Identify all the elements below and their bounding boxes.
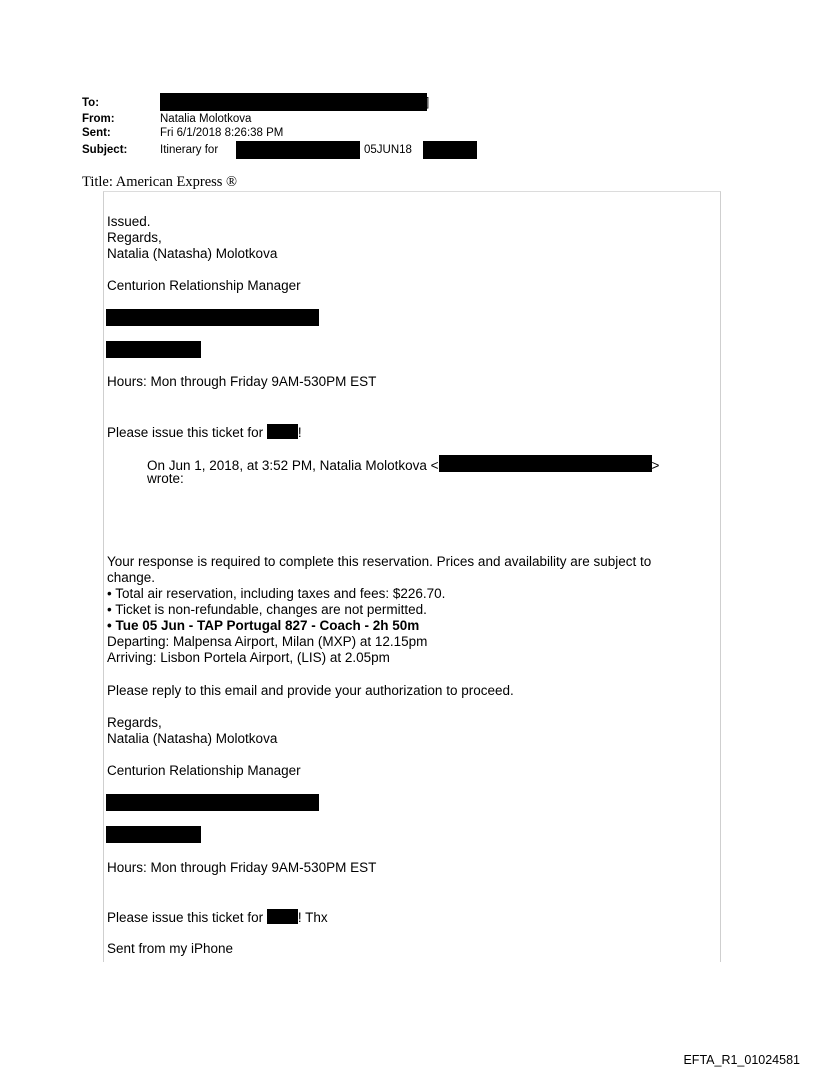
request2-text-before: Please issue this ticket for	[107, 910, 267, 925]
redaction-contact-2	[106, 341, 201, 358]
redaction-contact-4	[106, 826, 201, 843]
redaction-to-address	[160, 93, 430, 111]
document-id: EFTA_R1_01024581	[683, 1053, 800, 1067]
original-hours: Hours: Mon through Friday 9AM-530PM EST	[107, 860, 377, 875]
flight-arriving: Arriving: Lisbon Portela Airport, (LIS) at 2.05pm	[107, 650, 390, 665]
reply-hours: Hours: Mon through Friday 9AM-530PM EST	[107, 374, 377, 389]
title-line: Title: American Express ®	[82, 174, 238, 190]
sent-value: Fri 6/1/2018 8:26:38 PM	[160, 127, 284, 139]
original-authorize: Please reply to this email and provide your authorization to proceed.	[107, 683, 514, 698]
reply-sender-name: Natalia (Natasha) Molotkova	[107, 246, 278, 261]
email-body-frame	[103, 191, 721, 962]
flight-departing: Departing: Malpensa Airport, Milan (MXP) at 12.15pm	[107, 634, 428, 649]
redaction-subject-extra	[423, 141, 477, 159]
original-sender-name: Natalia (Natasha) Molotkova	[107, 731, 278, 746]
to-label: To:	[82, 97, 100, 109]
sent-label: Sent:	[82, 127, 111, 139]
signature-iphone: Sent from my iPhone	[107, 941, 234, 956]
quote-header-text: On Jun 1, 2018, at 3:52 PM, Natalia Molotkova <	[147, 458, 439, 473]
to-bracket: ]	[426, 97, 430, 109]
original-required: Your response is required to complete this reservation. Prices and availability are subject to	[107, 554, 652, 569]
redaction-passenger-2	[267, 909, 298, 924]
redaction-passenger-1	[267, 424, 298, 439]
reply-issued: Issued.	[107, 214, 151, 229]
request-issue-ticket	[107, 424, 302, 441]
request-text-after: !	[297, 425, 302, 440]
redaction-contact-3	[106, 794, 319, 811]
subject-label: Subject:	[82, 144, 128, 156]
quote-header-wrote: wrote:	[147, 471, 184, 486]
redaction-contact-1	[106, 309, 319, 326]
original-role: Centurion Relationship Manager	[107, 763, 301, 778]
reply-role: Centurion Relationship Manager	[107, 278, 301, 293]
from-value: Natalia Molotkova	[160, 113, 252, 125]
request-text-before: Please issue this ticket for	[107, 425, 267, 440]
request-issue-ticket-thx	[107, 909, 328, 926]
subject-prefix: Itinerary for	[160, 144, 219, 156]
from-label: From:	[82, 113, 115, 125]
redaction-subject-name	[236, 141, 360, 159]
original-regards: Regards,	[107, 715, 162, 730]
redaction-sender-email	[439, 455, 652, 472]
reply-regards: Regards,	[107, 230, 162, 245]
quote-header-end: >	[651, 458, 660, 473]
bullet-flight: • Tue 05 Jun - TAP Portugal 827 - Coach - 2h 50m	[107, 618, 420, 633]
request2-text-after: ! Thx	[297, 910, 328, 925]
bullet-total-fare: • Total air reservation, including taxes and fees: $226.70.	[107, 586, 446, 601]
original-change: change.	[107, 570, 156, 585]
bullet-non-refundable: • Ticket is non-refundable, changes are not permitted.	[107, 602, 427, 617]
subject-date: 05JUN18	[364, 144, 412, 156]
quote-header-line1	[147, 455, 659, 474]
